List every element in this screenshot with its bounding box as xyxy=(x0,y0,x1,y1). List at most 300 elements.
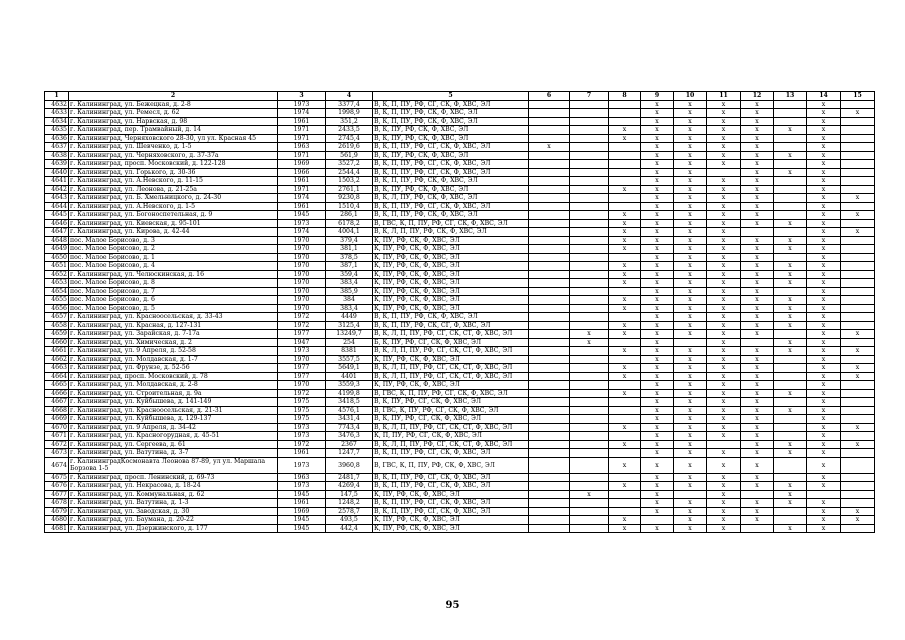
table-cell: x xyxy=(741,381,774,390)
table-cell: x xyxy=(774,524,807,533)
table-cell: x xyxy=(774,389,807,398)
table-cell: x xyxy=(707,330,741,339)
table-cell xyxy=(529,516,570,525)
table-cell xyxy=(609,406,641,415)
table-cell xyxy=(609,381,641,390)
table-cell xyxy=(609,160,641,169)
table-cell: 1970 xyxy=(278,279,326,288)
housing-register-table xyxy=(44,91,875,533)
table-cell xyxy=(841,490,875,499)
table-cell: x xyxy=(774,236,807,245)
table-cell: 4650 xyxy=(45,253,69,262)
table-cell: x xyxy=(674,406,707,415)
table-cell xyxy=(609,253,641,262)
table-cell xyxy=(529,330,570,339)
table-cell: В, К, П, ПУ, РФ, СГ, СК, Ф, ХВС, ЭЛ xyxy=(373,202,529,211)
table-cell: 4662 xyxy=(45,355,69,364)
table-cell: 359,4 xyxy=(326,270,373,279)
table-cell: x xyxy=(741,507,774,516)
table-cell: x xyxy=(741,372,774,381)
table-cell: 2544,4 xyxy=(326,168,373,177)
table-cell: x xyxy=(707,507,741,516)
table-cell: x xyxy=(807,126,841,135)
table-cell: г. Калининград, ул. Бежецкая, д. 2-8 xyxy=(69,100,278,109)
table-cell: x xyxy=(707,228,741,237)
table-cell: x xyxy=(807,507,841,516)
table-cell xyxy=(774,194,807,203)
table-cell: x xyxy=(741,100,774,109)
table-cell: x xyxy=(707,109,741,118)
table-cell xyxy=(841,389,875,398)
table-cell xyxy=(774,364,807,373)
table-row xyxy=(45,219,875,228)
table-cell xyxy=(841,287,875,296)
table-cell: x xyxy=(609,372,641,381)
table-cell: x xyxy=(741,253,774,262)
table-row xyxy=(45,117,875,126)
table-cell xyxy=(841,219,875,228)
table-cell: x xyxy=(741,321,774,330)
table-cell: 4199,8 xyxy=(326,389,373,398)
table-cell: x xyxy=(774,338,807,347)
table-cell: x xyxy=(807,177,841,186)
table-cell xyxy=(741,228,774,237)
table-cell xyxy=(609,109,641,118)
table-cell xyxy=(529,473,570,482)
table-cell xyxy=(529,211,570,220)
table-cell: В, К, Л, П, ПУ, РФ, СК, Ф, ХВС, ЭЛ xyxy=(373,228,529,237)
table-cell: x xyxy=(741,270,774,279)
table-cell: 378,5 xyxy=(326,253,373,262)
table-cell: x xyxy=(807,482,841,491)
table-cell: x xyxy=(707,524,741,533)
table-cell: 1503,2 xyxy=(326,177,373,186)
table-cell: x xyxy=(641,313,674,322)
table-row xyxy=(45,516,875,525)
table-cell: пос. Малое Борисово, д. 7 xyxy=(69,287,278,296)
table-cell xyxy=(570,134,609,143)
table-row xyxy=(45,389,875,398)
table-cell: 4680 xyxy=(45,516,69,525)
table-cell: 2433,5 xyxy=(326,126,373,135)
table-cell: В, К, ПУ, РФ, СК, Ф, ХВС, ЭЛ xyxy=(373,185,529,194)
table-cell: В, К, ПУ, РФ, СГ, СК, Ф, ХВС, ЭЛ xyxy=(373,415,529,424)
table-cell: x xyxy=(641,389,674,398)
table-cell: 4676 xyxy=(45,482,69,491)
table-cell: x xyxy=(674,381,707,390)
table-cell: x xyxy=(741,499,774,508)
table-cell: x xyxy=(741,279,774,288)
column-header: 1 xyxy=(45,92,69,101)
table-cell xyxy=(529,228,570,237)
table-cell: К, ПУ, РФ, СК, Ф, ХВС, ЭЛ xyxy=(373,253,529,262)
table-cell: x xyxy=(641,134,674,143)
table-cell: x xyxy=(707,236,741,245)
table-cell: 1971 xyxy=(278,126,326,135)
table-cell: г. Калининград, ул. Киевская, д. 95-101 xyxy=(69,219,278,228)
table-cell xyxy=(609,194,641,203)
table-cell xyxy=(609,355,641,364)
table-cell xyxy=(774,398,807,407)
table-cell xyxy=(529,499,570,508)
table-cell: x xyxy=(807,228,841,237)
table-row xyxy=(45,253,875,262)
table-cell xyxy=(774,228,807,237)
table-cell: В, К, П, ПУ, РФ, СГ, СК, Ф, ХВС, ЭЛ xyxy=(373,473,529,482)
table-header-row xyxy=(45,92,875,101)
table-cell: x xyxy=(641,296,674,305)
table-cell xyxy=(570,168,609,177)
table-cell: x xyxy=(674,321,707,330)
column-header: 12 xyxy=(741,92,774,101)
column-header: 4 xyxy=(326,92,373,101)
table-row xyxy=(45,440,875,449)
table-cell xyxy=(529,406,570,415)
table-cell: x xyxy=(641,279,674,288)
table-cell: x xyxy=(741,473,774,482)
table-cell xyxy=(529,449,570,458)
table-cell: В, К, П, ПУ, РФ, СК, Ф, ХВС, ЭЛ xyxy=(373,177,529,186)
table-cell xyxy=(570,398,609,407)
table-row xyxy=(45,211,875,220)
table-cell: В, К, ПУ, РФ, СК, Ф, ХВС, ЭЛ xyxy=(373,151,529,160)
table-cell: x xyxy=(774,219,807,228)
table-cell xyxy=(529,381,570,390)
table-cell: x xyxy=(807,211,841,220)
table-cell: x xyxy=(641,364,674,373)
table-cell xyxy=(741,524,774,533)
table-cell: 3125,4 xyxy=(326,321,373,330)
table-cell: 4678 xyxy=(45,499,69,508)
table-row xyxy=(45,194,875,203)
table-cell: x xyxy=(641,287,674,296)
table-cell: 1973 xyxy=(278,482,326,491)
table-cell xyxy=(570,279,609,288)
table-cell: 1963 xyxy=(278,143,326,152)
table-cell xyxy=(570,185,609,194)
table-cell xyxy=(707,168,741,177)
table-cell xyxy=(529,423,570,432)
table-row xyxy=(45,236,875,245)
table-cell: 5649,1 xyxy=(326,364,373,373)
table-cell: x xyxy=(641,507,674,516)
table-cell xyxy=(841,279,875,288)
column-header: 9 xyxy=(641,92,674,101)
table-cell: x xyxy=(841,516,875,525)
table-cell xyxy=(774,109,807,118)
table-cell: 1969 xyxy=(278,160,326,169)
table-row xyxy=(45,245,875,254)
table-cell: x xyxy=(674,219,707,228)
table-cell: x xyxy=(807,372,841,381)
table-cell xyxy=(570,355,609,364)
table-cell: 4664 xyxy=(45,372,69,381)
table-cell: x xyxy=(707,151,741,160)
table-cell: г. Калининград, ул. Красная, д. 127-131 xyxy=(69,321,278,330)
table-cell: 1973 xyxy=(278,423,326,432)
table-cell: 13249,7 xyxy=(326,330,373,339)
table-cell: В, К, П, ПУ, РФ, СГ, СК, Ф, ХВС, ЭЛ xyxy=(373,499,529,508)
table-cell xyxy=(529,202,570,211)
table-cell: Б, К, ПУ, РФ, СГ, СК, Ф, ХВС, ЭЛ xyxy=(373,338,529,347)
table-cell: 1970 xyxy=(278,355,326,364)
table-cell: x xyxy=(807,253,841,262)
table-cell: x xyxy=(609,516,641,525)
table-cell: г. Калининград, ул. Фрунзе, д. 52-56 xyxy=(69,364,278,373)
table-cell: x xyxy=(674,524,707,533)
table-cell: x xyxy=(570,338,609,347)
table-cell xyxy=(570,516,609,525)
table-cell: 4663 xyxy=(45,364,69,373)
table-cell: г. Калининград, ул. Химическая, д. 2 xyxy=(69,338,278,347)
table-cell: 8381 xyxy=(326,347,373,356)
table-cell xyxy=(570,364,609,373)
table-cell: x xyxy=(807,151,841,160)
table-cell: г. Калининград, просп. Московский, д. 122-128 xyxy=(69,160,278,169)
table-cell: x xyxy=(641,236,674,245)
table-cell: x xyxy=(807,516,841,525)
table-cell: x xyxy=(741,304,774,313)
table-cell: x xyxy=(741,389,774,398)
table-cell: x xyxy=(841,372,875,381)
table-cell: x xyxy=(641,126,674,135)
table-cell: 1945 xyxy=(278,516,326,525)
table-cell: x xyxy=(641,270,674,279)
table-cell: x xyxy=(641,432,674,441)
table-cell: 4642 xyxy=(45,185,69,194)
table-cell xyxy=(570,296,609,305)
table-cell: 1973 xyxy=(278,100,326,109)
table-cell: x xyxy=(674,109,707,118)
table-cell: x xyxy=(674,364,707,373)
table-cell xyxy=(609,100,641,109)
table-cell: x xyxy=(741,449,774,458)
table-cell: x xyxy=(774,440,807,449)
table-cell: x xyxy=(774,321,807,330)
table-cell: x xyxy=(674,423,707,432)
table-cell xyxy=(774,160,807,169)
table-cell: x xyxy=(674,372,707,381)
table-cell xyxy=(841,117,875,126)
table-cell: 1972 xyxy=(278,321,326,330)
table-cell: 1970 xyxy=(278,262,326,271)
table-cell xyxy=(774,423,807,432)
table-cell: К, ПУ, РФ, СК, Ф, ХВС, ЭЛ xyxy=(373,516,529,525)
table-cell: x xyxy=(707,117,741,126)
table-cell xyxy=(609,117,641,126)
table-cell: В, К, П, ПУ, РФ, СГ, СК, Ф, ХВС, ЭЛ xyxy=(373,507,529,516)
table-cell: x xyxy=(807,381,841,390)
table-cell: г. Калининград, пер. Трамвайный, д. 14 xyxy=(69,126,278,135)
table-cell: x xyxy=(674,347,707,356)
table-cell: 4640 xyxy=(45,168,69,177)
table-cell xyxy=(570,117,609,126)
table-cell: x xyxy=(641,490,674,499)
table-cell: 3377,4 xyxy=(326,100,373,109)
table-cell: В, ГВС, К, П, ПУ, РФ, СК, Ф, ХВС, ЭЛ xyxy=(373,457,529,473)
table-cell xyxy=(529,296,570,305)
table-cell: x xyxy=(707,296,741,305)
table-cell: x xyxy=(609,126,641,135)
column-header: 3 xyxy=(278,92,326,101)
table-cell xyxy=(529,440,570,449)
table-cell: x xyxy=(609,524,641,533)
table-cell xyxy=(841,432,875,441)
table-row xyxy=(45,449,875,458)
table-cell xyxy=(609,473,641,482)
table-cell: x xyxy=(774,262,807,271)
table-cell: пос. Малое Борисово, д. 4 xyxy=(69,262,278,271)
column-header: 15 xyxy=(841,92,875,101)
table-row xyxy=(45,398,875,407)
table-cell: К, ПУ, РФ, СК, Ф, ХВС, ЭЛ xyxy=(373,245,529,254)
table-cell xyxy=(570,100,609,109)
table-cell xyxy=(529,151,570,160)
table-cell: x xyxy=(641,499,674,508)
table-cell: x xyxy=(641,415,674,424)
table-cell: x xyxy=(641,185,674,194)
table-cell xyxy=(529,287,570,296)
table-cell: x xyxy=(674,177,707,186)
table-cell: В, К, П, ПУ, РФ, СК, Ф, ХВС, ЭЛ xyxy=(373,313,529,322)
table-cell: 4635 xyxy=(45,126,69,135)
table-cell: x xyxy=(807,296,841,305)
column-header: 8 xyxy=(609,92,641,101)
table-cell: x xyxy=(674,449,707,458)
table-cell xyxy=(570,151,609,160)
table-cell xyxy=(841,253,875,262)
table-cell xyxy=(841,185,875,194)
table-cell xyxy=(841,338,875,347)
table-cell: 3418,5 xyxy=(326,398,373,407)
table-cell: 1248,2 xyxy=(326,499,373,508)
table-cell xyxy=(529,109,570,118)
table-cell: В, К, Л, П, ПУ, РФ, СГ, СК, СТ, Ф, ХВС, ЭЛ xyxy=(373,364,529,373)
table-cell xyxy=(570,372,609,381)
table-cell: x xyxy=(674,168,707,177)
table-cell xyxy=(841,381,875,390)
table-cell: x xyxy=(641,355,674,364)
table-cell: 387,1 xyxy=(326,262,373,271)
table-cell: x xyxy=(807,194,841,203)
table-cell: В, К, П, ПУ, РФ, СК, Ф, ХВС, ЭЛ xyxy=(373,117,529,126)
table-cell: 1970 xyxy=(278,296,326,305)
table-cell: x xyxy=(807,160,841,169)
table-cell: x xyxy=(641,338,674,347)
table-cell xyxy=(570,449,609,458)
table-cell xyxy=(841,236,875,245)
table-row xyxy=(45,134,875,143)
table-cell: x xyxy=(674,228,707,237)
table-cell: 4655 xyxy=(45,296,69,305)
table-cell xyxy=(570,440,609,449)
table-cell: x xyxy=(741,457,774,473)
table-cell: 4679 xyxy=(45,507,69,516)
table-cell: 7743,4 xyxy=(326,423,373,432)
table-cell xyxy=(609,287,641,296)
table-cell: г. Калининград, ул. Баумана, д. 20-22 xyxy=(69,516,278,525)
table-cell: 4671 xyxy=(45,432,69,441)
table-cell: 3559,3 xyxy=(326,381,373,390)
table-cell xyxy=(841,415,875,424)
table-cell: x xyxy=(707,287,741,296)
table-cell: x xyxy=(707,415,741,424)
table-cell: x xyxy=(707,211,741,220)
table-cell: 379,4 xyxy=(326,236,373,245)
table-cell: 561,9 xyxy=(326,151,373,160)
table-cell xyxy=(609,507,641,516)
table-cell: x xyxy=(707,347,741,356)
table-cell: 1977 xyxy=(278,372,326,381)
table-cell xyxy=(841,355,875,364)
table-cell: x xyxy=(807,338,841,347)
column-header: 13 xyxy=(774,92,807,101)
table-cell: x xyxy=(641,449,674,458)
table-row xyxy=(45,364,875,373)
table-cell xyxy=(774,415,807,424)
table-row xyxy=(45,355,875,364)
table-cell: x xyxy=(741,262,774,271)
table-cell: x xyxy=(707,194,741,203)
table-cell xyxy=(570,211,609,220)
table-cell: г. Калининград, ул. Горького, д. 30-36 xyxy=(69,168,278,177)
table-cell: 4657 xyxy=(45,313,69,322)
table-cell: 4675 xyxy=(45,473,69,482)
table-cell: x xyxy=(641,177,674,186)
table-cell: x xyxy=(609,134,641,143)
table-cell: 3557,5 xyxy=(326,355,373,364)
table-cell: 1969 xyxy=(278,507,326,516)
table-cell: x xyxy=(674,185,707,194)
table-cell xyxy=(774,287,807,296)
table-cell xyxy=(529,177,570,186)
table-cell xyxy=(841,177,875,186)
table-cell: К, ПУ, РФ, СК, Ф, ХВС, ЭЛ xyxy=(373,296,529,305)
table-cell: 1971 xyxy=(278,151,326,160)
table-cell xyxy=(570,253,609,262)
table-cell xyxy=(529,432,570,441)
table-cell xyxy=(674,338,707,347)
table-cell xyxy=(841,202,875,211)
table-cell: x xyxy=(707,482,741,491)
table-cell: 4633 xyxy=(45,109,69,118)
table-cell: 1510,4 xyxy=(326,202,373,211)
table-cell: 1947 xyxy=(278,338,326,347)
table-cell xyxy=(570,457,609,473)
table-cell xyxy=(570,507,609,516)
table-cell: 4651 xyxy=(45,262,69,271)
table-cell: x xyxy=(609,270,641,279)
table-cell: г. Калининград, ул. Некрасова, д. 18-24 xyxy=(69,482,278,491)
table-cell xyxy=(841,143,875,152)
table-cell: 1945 xyxy=(278,524,326,533)
table-cell: 4666 xyxy=(45,389,69,398)
table-cell: x xyxy=(609,364,641,373)
table-cell: x xyxy=(741,109,774,118)
table-cell: 4656 xyxy=(45,304,69,313)
table-cell xyxy=(570,287,609,296)
table-cell: x xyxy=(807,355,841,364)
table-cell: x xyxy=(674,432,707,441)
table-cell: x xyxy=(570,490,609,499)
table-cell xyxy=(529,236,570,245)
table-cell: x xyxy=(641,457,674,473)
table-cell: x xyxy=(774,449,807,458)
table-cell: x xyxy=(707,499,741,508)
table-cell: x xyxy=(707,219,741,228)
table-cell: x xyxy=(741,117,774,126)
table-cell: x xyxy=(807,168,841,177)
